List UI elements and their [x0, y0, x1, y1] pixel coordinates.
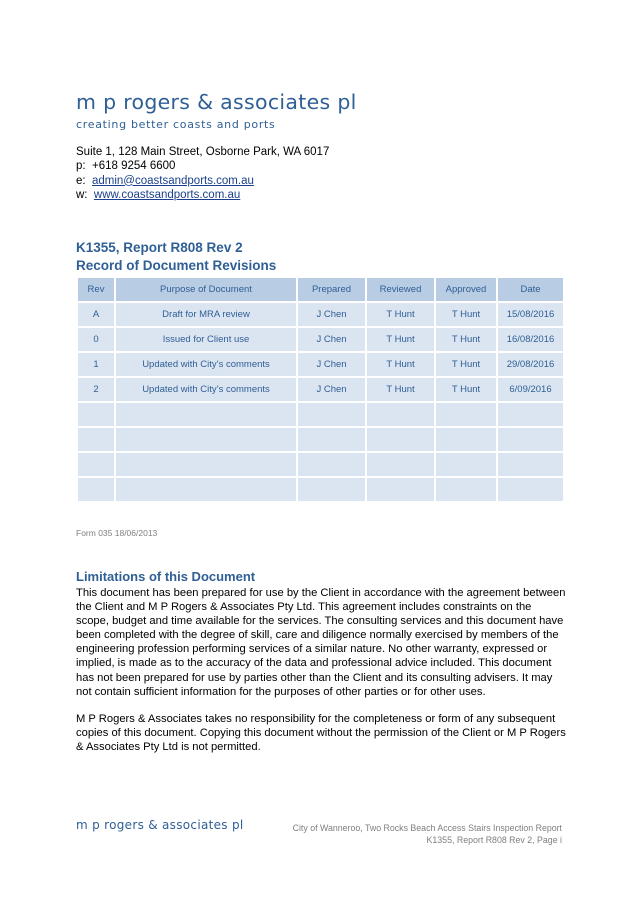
report-reference: K1355, Report R808 Rev 2 — [76, 240, 243, 255]
cell-reviewed — [366, 452, 435, 477]
cell-reviewed: T Hunt — [366, 302, 435, 327]
company-name: m p rogers & associates pl — [76, 90, 357, 114]
cell-date: 29/08/2016 — [497, 352, 564, 377]
cell-reviewed — [366, 402, 435, 427]
cell-purpose: Issued for Client use — [115, 327, 297, 352]
cell-prepared — [297, 402, 366, 427]
cell-rev — [77, 427, 115, 452]
phone-line — [76, 159, 329, 173]
cell-prepared — [297, 452, 366, 477]
cell-reviewed — [366, 427, 435, 452]
limitations-paragraph-2: M P Rogers & Associates takes no responsibility for the completeness or form of any subsequent copies of this document. Copying this document without the permission of the Client or M P Rogers & Associates Pty Ltd is not permitted. — [76, 713, 566, 754]
cell-approved — [435, 477, 497, 502]
email-prefix: e: — [76, 174, 86, 187]
cell-reviewed: T Hunt — [366, 352, 435, 377]
limitations-title: Limitations of this Document — [76, 569, 256, 584]
cell-date — [497, 477, 564, 502]
table-row — [77, 477, 564, 502]
web-prefix: w: — [76, 188, 88, 201]
cell-rev — [77, 452, 115, 477]
email-link[interactable]: admin@coastsandports.com.au — [91, 174, 254, 187]
cell-rev — [77, 402, 115, 427]
cell-purpose: Updated with City’s comments — [115, 352, 297, 377]
cell-approved — [435, 402, 497, 427]
cell-rev: 0 — [77, 327, 115, 352]
web-line — [76, 188, 329, 202]
cell-reviewed: T Hunt — [366, 377, 435, 402]
table-row — [77, 327, 564, 352]
cell-date: 6/09/2016 — [497, 377, 564, 402]
limitations-paragraph-1: This document has been prepared for use by the Client in accordance with the agreement between the Client and M P Rogers & Associates Pty Ltd. This agreement includes constraints on the scope, budget and time available for the services. The consulting services and this document have been completed with the degree of skill, care and diligence normally exercised by members of the engineering profession performing services of a similar nature. No other warranty, expressed or implied, is made as to the accuracy of the data and professional advice included. This document has not been prepared for use by parties other than the Client and its consulting advisers. It may not contain sufficient information for the purposes of other parties or for other uses. — [76, 587, 566, 698]
header-date: Date — [497, 277, 564, 302]
footer-info — [293, 822, 562, 846]
phone-prefix: p: — [76, 160, 86, 173]
table-header-row — [77, 277, 564, 302]
cell-prepared — [297, 477, 366, 502]
header-rev: Rev — [77, 277, 115, 302]
company-tagline: creating better coasts and ports — [76, 118, 276, 131]
cell-purpose — [115, 427, 297, 452]
table-row — [77, 352, 564, 377]
table-row — [77, 302, 564, 327]
cell-reviewed: T Hunt — [366, 327, 435, 352]
table-row — [77, 402, 564, 427]
table-row — [77, 452, 564, 477]
table-row — [77, 377, 564, 402]
footer-report-title: City of Wanneroo, Two Rocks Beach Access Stairs Inspection Report — [292, 823, 562, 833]
phone-number: +618 9254 6600 — [91, 160, 176, 173]
footer-brand: m p rogers & associates pl — [76, 818, 244, 832]
cell-approved: T Hunt — [435, 352, 497, 377]
cell-approved — [435, 427, 497, 452]
email-line — [76, 174, 329, 188]
cell-prepared — [297, 427, 366, 452]
revisions-table — [76, 276, 565, 503]
form-reference: Form 035 18/06/2013 — [76, 528, 158, 538]
cell-date — [497, 452, 564, 477]
cell-purpose — [115, 452, 297, 477]
address: Suite 1, 128 Main Street, Osborne Park, WA 6017 — [76, 146, 330, 158]
cell-rev — [77, 477, 115, 502]
cell-prepared: J Chen — [297, 352, 366, 377]
cell-date: 15/08/2016 — [497, 302, 564, 327]
header-prepared: Prepared — [297, 277, 366, 302]
website-link[interactable]: www.coastsandports.com.au — [93, 188, 241, 201]
cell-purpose: Draft for MRA review — [115, 302, 297, 327]
cell-prepared: J Chen — [297, 377, 366, 402]
record-title: Record of Document Revisions — [76, 258, 277, 273]
cell-reviewed — [366, 477, 435, 502]
cell-purpose: Updated with City’s comments — [115, 377, 297, 402]
cell-rev: 1 — [77, 352, 115, 377]
table-row — [77, 427, 564, 452]
cell-purpose — [115, 402, 297, 427]
cell-approved: T Hunt — [435, 327, 497, 352]
cell-approved — [435, 452, 497, 477]
cell-purpose — [115, 477, 297, 502]
header-purpose: Purpose of Document — [115, 277, 297, 302]
footer-page-ref: K1355, Report R808 Rev 2, Page i — [426, 835, 562, 846]
cell-approved: T Hunt — [435, 302, 497, 327]
cell-date — [497, 427, 564, 452]
cell-date — [497, 402, 564, 427]
cell-date: 16/08/2016 — [497, 327, 564, 352]
cell-prepared: J Chen — [297, 302, 366, 327]
header-reviewed: Reviewed — [366, 277, 435, 302]
cell-rev: A — [77, 302, 115, 327]
header-approved: Approved — [435, 277, 497, 302]
limitations-body — [76, 586, 566, 755]
contact-block — [76, 145, 329, 202]
cell-approved: T Hunt — [435, 377, 497, 402]
cell-prepared: J Chen — [297, 327, 366, 352]
cell-rev: 2 — [77, 377, 115, 402]
